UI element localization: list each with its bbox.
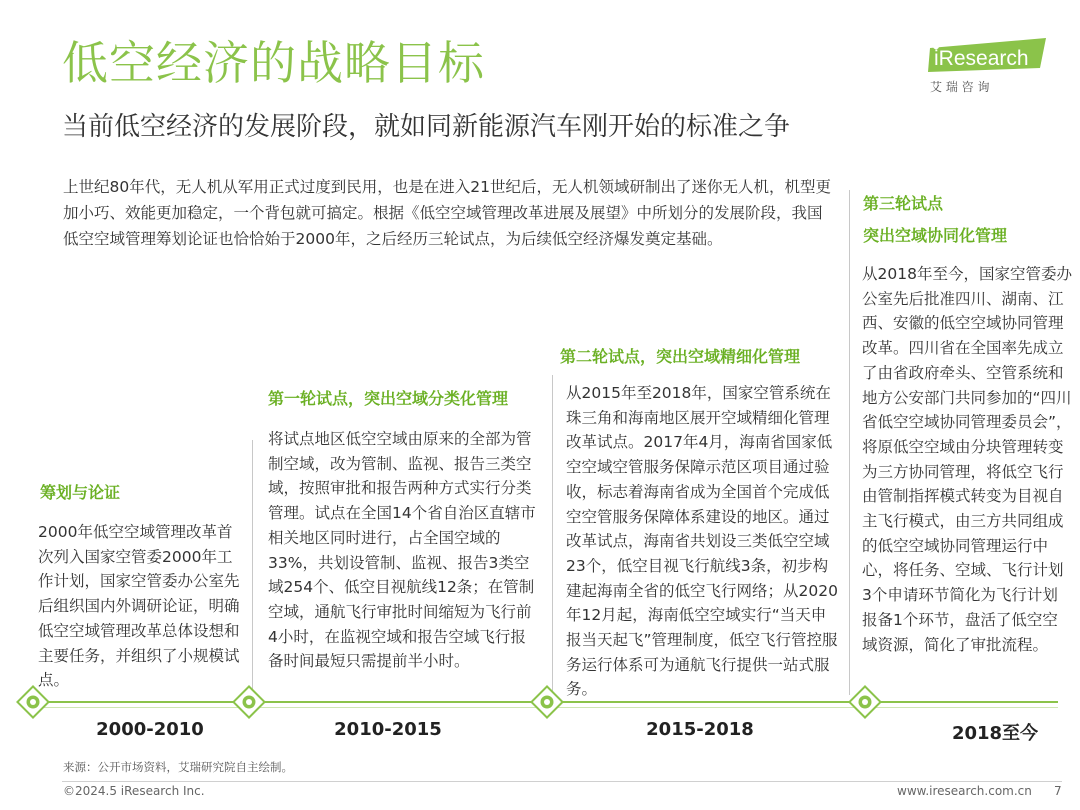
period-label: 2010-2015 bbox=[334, 719, 442, 740]
period-label: 2015-2018 bbox=[646, 719, 754, 740]
stage-4-heading-line1: 第三轮试点 bbox=[863, 194, 944, 213]
timeline-node-icon bbox=[848, 685, 882, 719]
footer-divider bbox=[62, 781, 1062, 782]
footer-copyright: ©2024.5 iResearch Inc. bbox=[63, 784, 205, 798]
intro-paragraph: 上世纪80年代，无人机从军用正式过度到民用，也是在进入21世纪后，无人机领域研制出了迷你无人机，机型更加小巧、效能更加稳定，一个背包就可搞定。根据《低空空域管理改革进展及展望》中所划分的发展阶段，我国低空空域管理筹划论证也恰恰始于2000年，之后经历三轮试点，为后续低空经济爆发奠定基础。 bbox=[63, 178, 831, 248]
stage-1-body: 2000年低空空域管理改革首次列入国家空管委2000年工作计划，国家空管委办公室先后组织国内外调研论证，明确低空空域管理改革总体设想和主要任务，并组织了小规模试点。 bbox=[38, 523, 240, 690]
page-number: 7 bbox=[1054, 784, 1062, 798]
stage-2-body: 将试点地区低空空域由原来的全部为管制空域，改为管制、监视、报告三类空域，按照审批和报告两种方式实行分类管理。试点在全国14个省自治区直辖市相关地区同时进行，占全国空域的33%，共划设管制、监视、报告3类空域254个、低空目视航线12条；在管制空域，通航飞行审批时间缩短为飞行前4小时，在监视空域和报告空域飞行报备时间最短只需提前半小时。 bbox=[268, 430, 536, 671]
stage-1-heading: 筹划与论证 bbox=[40, 483, 121, 502]
stage-divider bbox=[849, 190, 850, 695]
period-label: 2000-2010 bbox=[96, 719, 204, 740]
logo-wordmark: iResearch bbox=[934, 47, 1029, 70]
iresearch-logo-mark bbox=[928, 34, 1058, 104]
stage-4-body: 从2018年至今，国家空管委办公室先后批准四川、湖南、江西、安徽的低空空域协同管理改革。四川省在全国率先成立了由省政府牵头、空管系统和地方公安部门共同参加的“四川省低空空域协同管理委员会”，将原低空空域由分块管理转变为三方协同管理，将低空飞行由管制指挥模式转变为目视自主飞行模式，由三方共同组成的低空空域协同管理运行中心，将任务、空域、飞行计划3个申请环节简化为飞行计划报备1个环节，盘活了低空空域资源，简化了审批流程。 bbox=[862, 265, 1072, 654]
logo-tagline: 艾 瑞 咨 询 bbox=[930, 80, 990, 94]
timeline-node-icon bbox=[16, 685, 50, 719]
page-subtitle: 当前低空经济的发展阶段，就如同新能源汽车刚开始的标准之争 bbox=[62, 112, 791, 142]
period-label: 2018至今 bbox=[951, 723, 1039, 744]
stage-3-body: 从2015年至2018年，国家空管系统在珠三角和海南地区展开空域精细化管理改革试点。2017年4月，海南省国家低空空域空管服务保障示范区项目通过验收，标志着海南省成为全国首个完成低空空管服务保障体系建设的地区。通过改革试点，海南省共划设三类低空空域23个，低空目视飞行航线3条，初步构建起海南全省的低空飞行网络；从2020年12月起，海南低空空域实行“当天申报当天起飞”管理制度，低空飞行管控服务运行体系可为通航飞行提供一站式服务。 bbox=[566, 384, 838, 699]
stage-3-heading: 第二轮试点，突出空域精细化管理 bbox=[560, 347, 801, 366]
stage-4-heading-line2: 突出空域协同化管理 bbox=[863, 226, 1008, 245]
iresearch-logo bbox=[928, 34, 1058, 104]
timeline-node-icon bbox=[530, 685, 564, 719]
source-note: 来源：公开市场资料，艾瑞研究院自主绘制。 bbox=[63, 760, 293, 774]
stage-2-heading: 第一轮试点，突出空域分类化管理 bbox=[268, 389, 509, 408]
stage-divider bbox=[252, 440, 253, 695]
page-title: 低空经济的战略目标 bbox=[62, 36, 485, 90]
footer-website: www.iresearch.com.cn bbox=[897, 784, 1032, 798]
timeline-node-icon bbox=[232, 685, 266, 719]
stage-divider bbox=[552, 375, 553, 695]
